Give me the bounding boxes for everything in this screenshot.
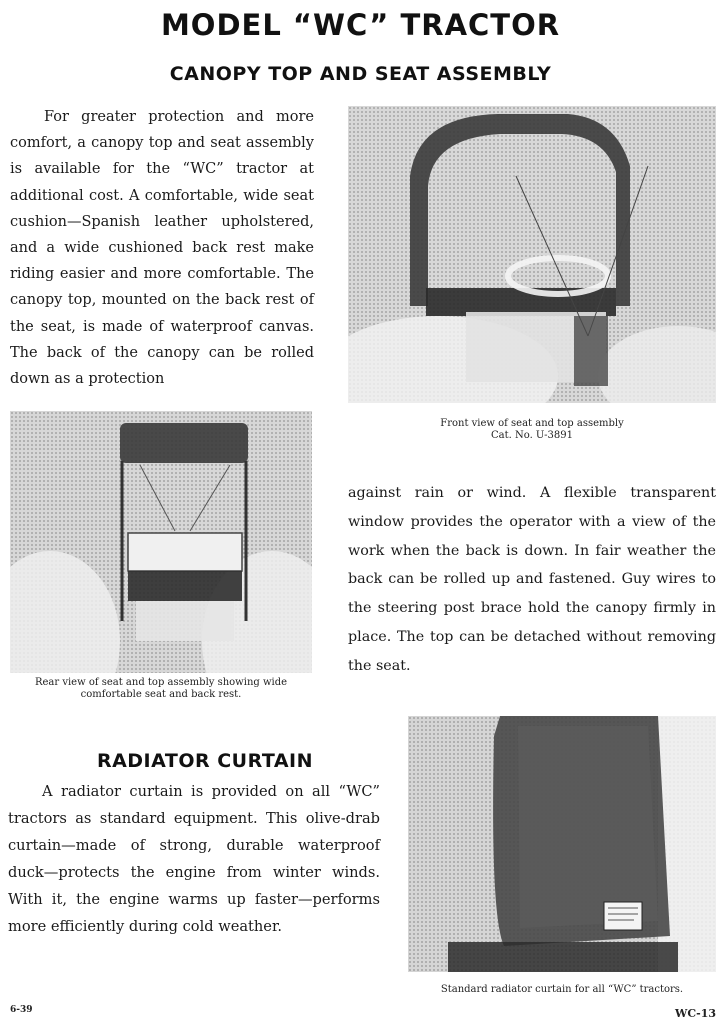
- canopy-paragraph-intro: [10, 104, 314, 392]
- canopy-rear-illustration: [10, 411, 312, 673]
- rear-view-caption: [6, 677, 316, 701]
- rear-view-photo: [10, 411, 312, 673]
- radiator-curtain-illustration: [408, 716, 716, 972]
- front-view-caption-line-2: Cat. No. U-3891: [490, 430, 574, 441]
- canopy-paragraph-text-2: against rain or wind. A flexible transparent window provides the operator with a view of the work when the back is down. In fair weather the back can be rolled up and fastened. Guy wires to the steering post brace hold the canopy firmly in place. The top can be detached without removing the seat.: [348, 485, 716, 674]
- rear-view-caption-line-2: comfortable seat and back rest.: [80, 689, 242, 700]
- canopy-paragraph-text-1: For greater protection and more comfort, a canopy top and seat assembly is available for the “WC” tractor at additional cost. A comfortable, wide seat cushion—Spanish leather upholstered, and a wide cushioned back rest make riding easier and more comfortable. The canopy top, mounted on the back rest of the seat, is made of waterproof canvas. The back of the canopy can be rolled down as a protection: [10, 109, 314, 388]
- radiator-curtain-caption: Standard radiator curtain for all “WC” tractors.: [440, 984, 684, 995]
- page-title: MODEL “WC” TRACTOR: [160, 8, 561, 42]
- canopy-front-illustration: [348, 106, 716, 403]
- front-view-caption-line-1: Front view of seat and top assembly: [440, 418, 624, 429]
- radiator-paragraph-text: A radiator curtain is provided on all “WC” tractors as standard equipment. This olive-drab curtain—made of strong, durable waterproof duck—protects the engine from winter winds. With it, the engine warms up faster—performs more efficiently during cold weather.: [8, 783, 380, 935]
- radiator-paragraph: [8, 778, 380, 940]
- rear-view-caption-line-1: Rear view of seat and top assembly showing wide: [34, 677, 288, 688]
- page-number: WC-13: [675, 1007, 716, 1020]
- canopy-paragraph-continued: [348, 479, 716, 681]
- section-heading-radiator: RADIATOR CURTAIN: [96, 750, 314, 772]
- section-heading-canopy: CANOPY TOP AND SEAT ASSEMBLY: [169, 63, 552, 85]
- radiator-curtain-photo: [408, 716, 716, 972]
- print-date-code: 6-39: [10, 1005, 33, 1015]
- front-view-caption: [348, 418, 716, 442]
- front-view-photo: [348, 106, 716, 403]
